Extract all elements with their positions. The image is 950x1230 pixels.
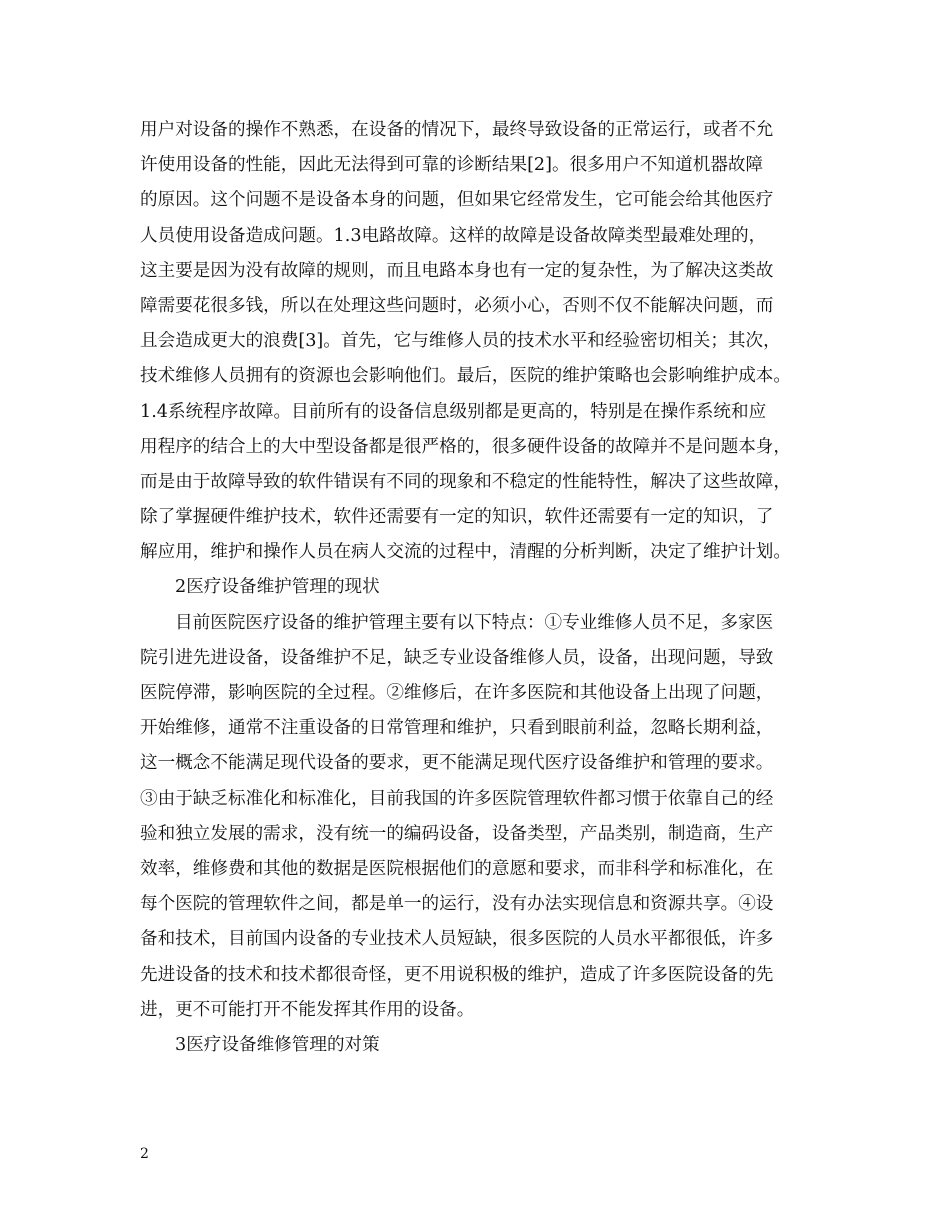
text-line: 而是由于故障导致的软件错误有不同的现象和不稳定的性能特性，解决了这些故障， <box>140 471 791 492</box>
text-line: 这一概念不能满足现代设备的要求，更不能满足现代医疗设备维护和管理的要求。 <box>140 753 774 774</box>
text-line: 进，更不可能打开不能发挥其作用的设备。 <box>140 999 475 1020</box>
paragraph-2 <box>140 606 820 1028</box>
text-line: 障需要花很多钱，所以在处理这些问题时，必须小心，否则不仅不能解决问题，而 <box>140 295 774 316</box>
text-line: 1.4系统程序故障。目前所有的设备信息级别都是更高的，特别是在操作系统和应 <box>140 401 767 422</box>
text-line: 解应用，维护和操作人员在病人交流的过程中，清醒的分析判断，决定了维护计划。 <box>140 542 791 563</box>
text-line: 开始维修，通常不注重设备的日常管理和维护，只看到眼前利益，忽略长期利益， <box>140 718 774 739</box>
text-line: 技术维修人员拥有的资源也会影响他们。最后，医院的维护策略也会影响维护成本。 <box>140 366 791 387</box>
text-line: ③由于缺乏标准化和标准化，目前我国的许多医院管理软件都习惯于依靠自己的经 <box>140 788 774 809</box>
text-line: 备和技术，目前国内设备的专业技术人员短缺，很多医院的人员水平都很低，许多 <box>140 929 774 950</box>
text-line: 人员使用设备造成问题。1.3电路故障。这样的故障是设备故障类型最难处理的， <box>140 225 767 246</box>
page-number: 2 <box>140 1146 149 1162</box>
text-line: 除了掌握硬件维护技术，软件还需要有一定的知识，软件还需要有一定的知识，了 <box>140 507 774 528</box>
text-line: 的原因。这个问题不是设备本身的问题，但如果它经常发生，它可能会给其他医疗 <box>140 190 774 211</box>
text-line: 每个医院的管理软件之间，都是单一的运行，没有办法实现信息和资源共享。④设 <box>140 894 774 915</box>
body-text <box>140 113 820 1063</box>
text-line: 效率，维修费和其他的数据是医院根据他们的意愿和要求，而非科学和标准化，在 <box>140 858 774 879</box>
text-line: 许使用设备的性能，因此无法得到可靠的诊断结果[2]。很多用户不知道机器故障 <box>140 155 764 176</box>
paragraph-1 <box>140 113 820 570</box>
text-line: 用户对设备的操作不熟悉，在设备的情况下，最终导致设备的正常运行，或者不允 <box>140 120 774 140</box>
section-heading-2: 2医疗设备维护管理的现状 <box>175 577 380 598</box>
text-line: 医院停滞，影响医院的全过程。②维修后，在许多医院和其他设备上出现了问题， <box>140 683 774 703</box>
text-line: 用程序的结合上的大中型设备都是很严格的，很多硬件设备的故障并不是问题本身， <box>140 436 791 457</box>
text-line: 这主要是因为没有故障的规则，而且电路本身也有一定的复杂性，为了解决这类故 <box>140 260 774 281</box>
section-heading-3: 3医疗设备维修管理的对策 <box>175 1034 380 1055</box>
text-line: 先进设备的技术和技术都很奇怪，更不用说积极的维护，造成了许多医院设备的先 <box>140 964 774 985</box>
text-line: 验和独立发展的需求，没有统一的编码设备，设备类型，产品类别，制造商，生产 <box>140 823 774 844</box>
text-line: 目前医院医疗设备的维护管理主要有以下特点：①专业维修人员不足，多家医 <box>175 612 774 633</box>
text-line: 院引进先进设备，设备维护不足，缺乏专业设备维修人员，设备，出现问题，导致 <box>140 647 774 668</box>
text-line: 且会造成更大的浪费[3]。首先，它与维修人员的技术水平和经验密切相关；其次， <box>140 331 781 352</box>
